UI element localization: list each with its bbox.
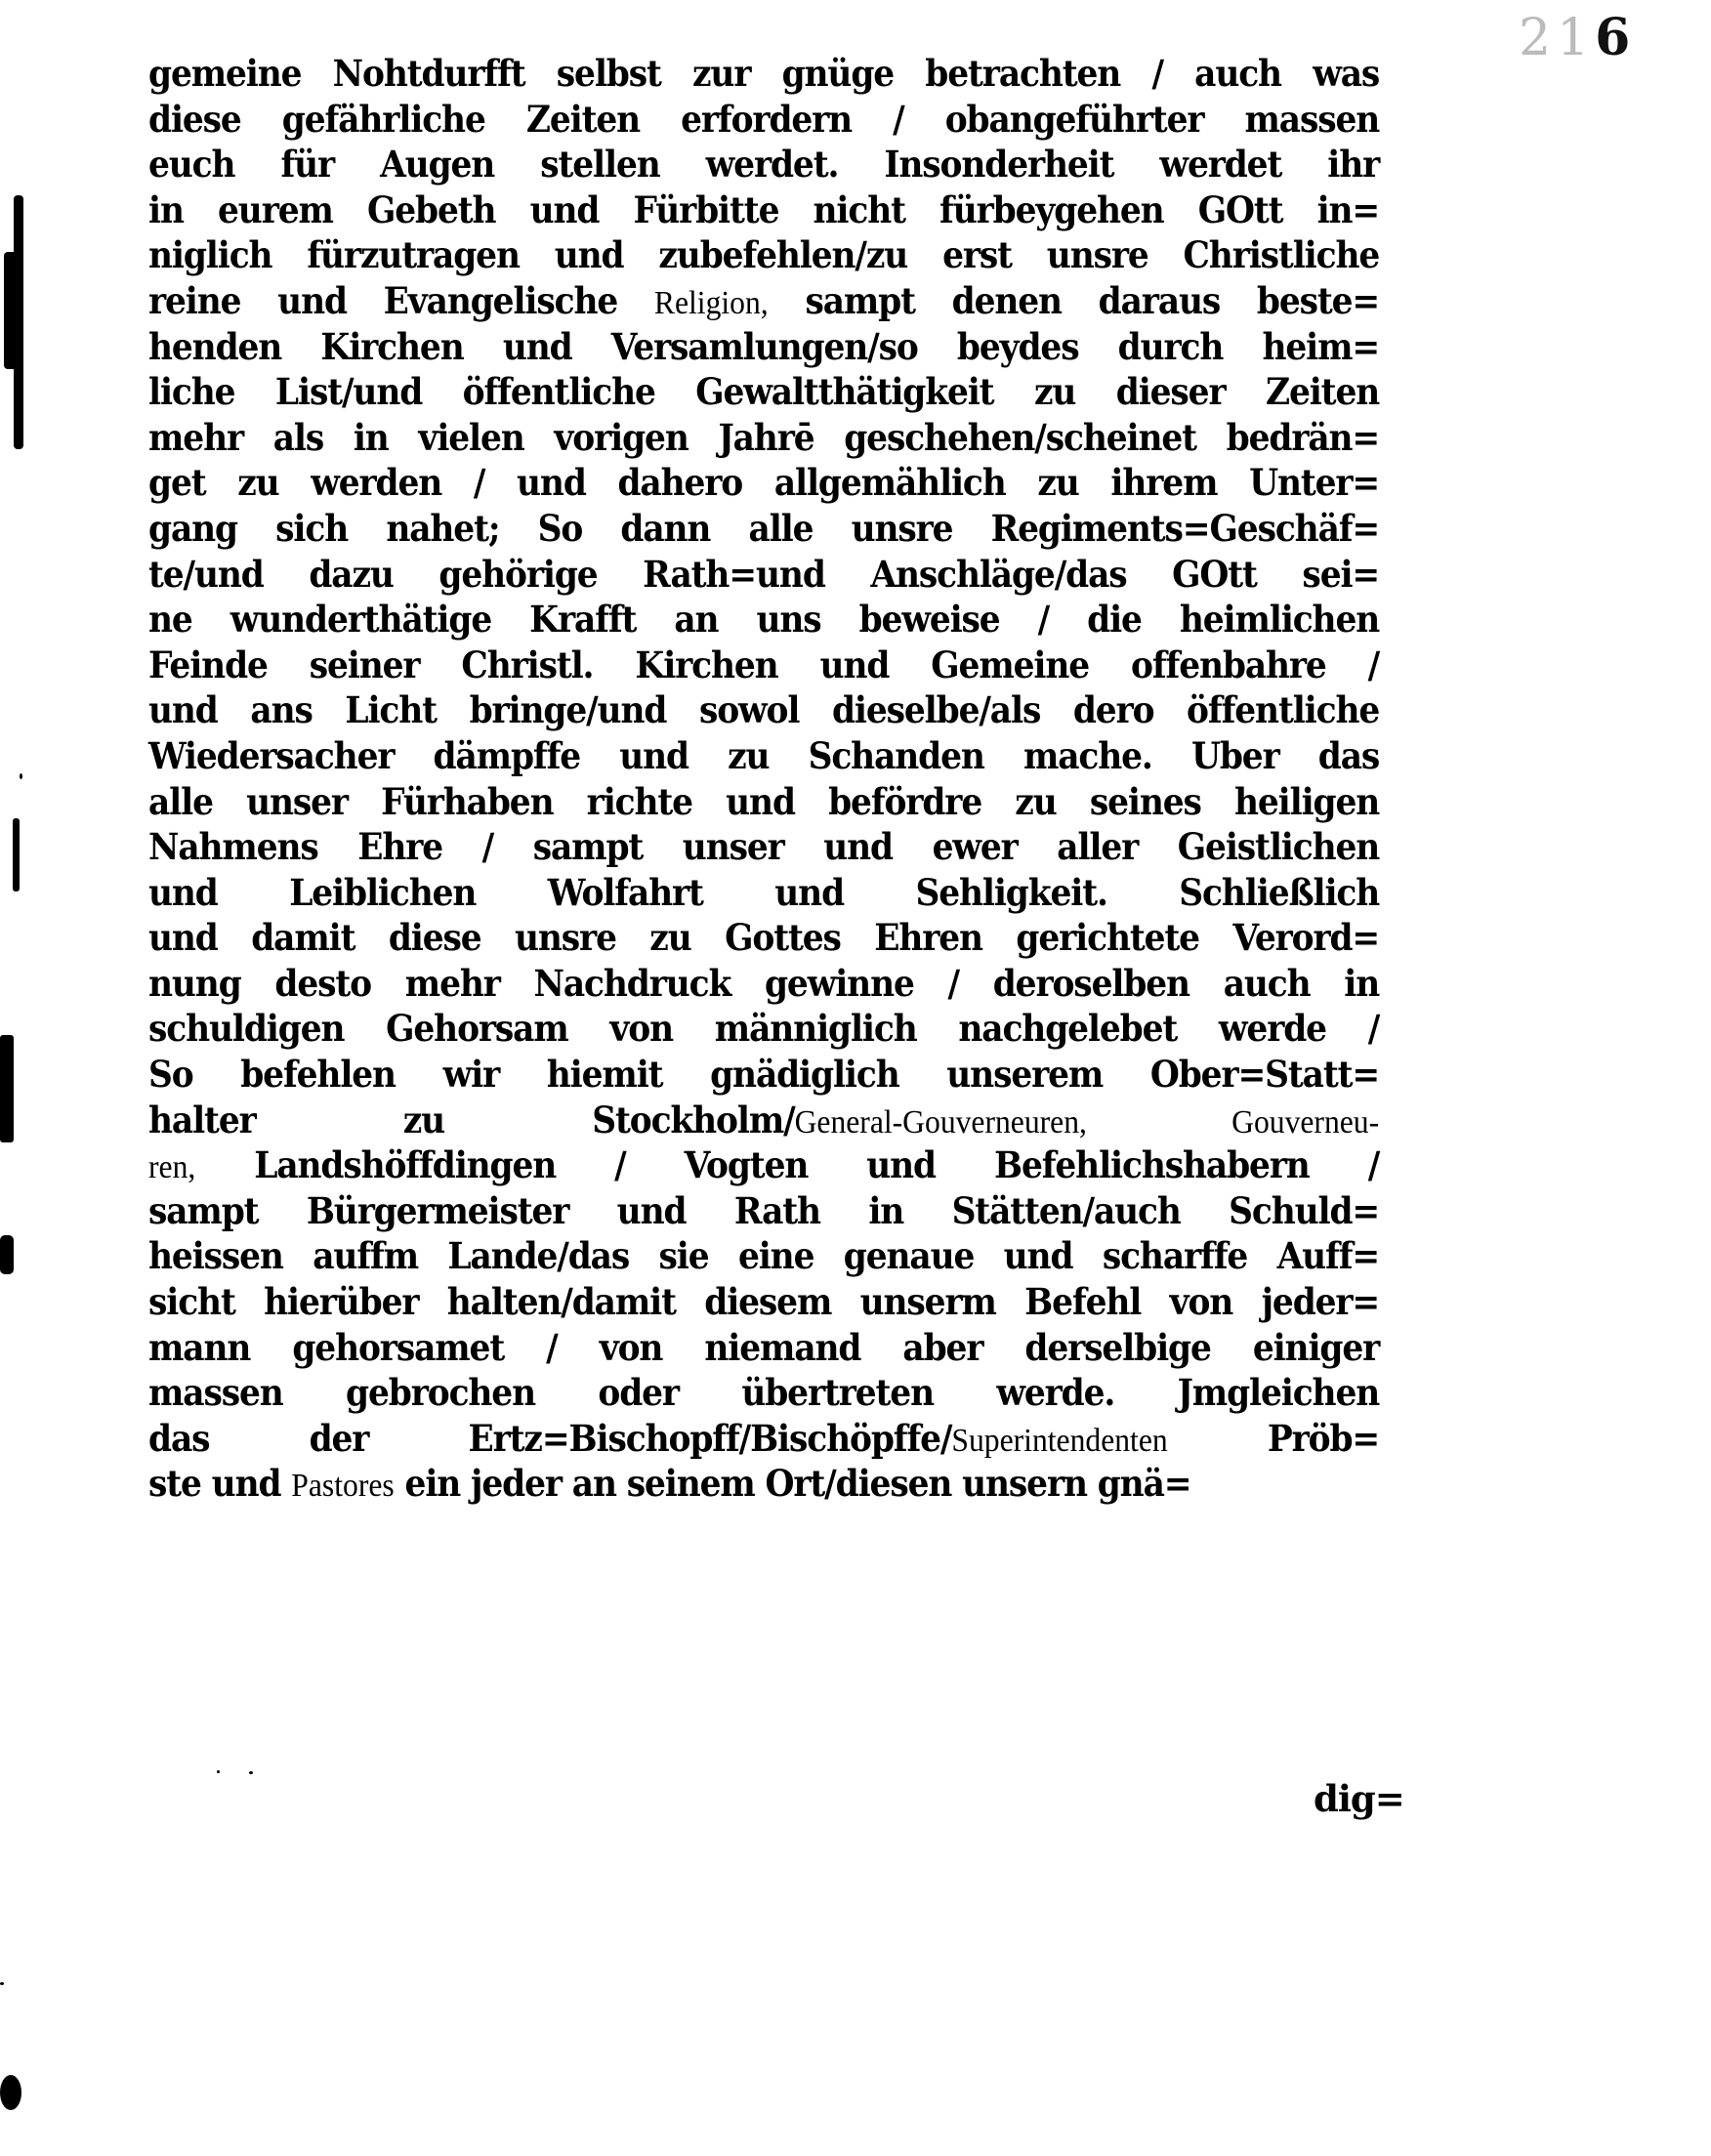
fraktur-text-segment: und damit diese unsre zu Gottes Ehren gerichtete Verord= <box>148 916 1380 960</box>
text-line <box>148 824 1379 870</box>
margin-speck <box>20 773 22 779</box>
text-speck <box>249 1771 253 1774</box>
text-line <box>148 643 1379 688</box>
fraktur-text-segment: gemeine Nohtdurfft selbst zur gnüge betrachten / auch was <box>148 52 1380 95</box>
text-line <box>148 460 1379 506</box>
text-line <box>148 1098 1379 1143</box>
fraktur-text-segment: Feinde seiner Christl. Kirchen und Gemeine offenbahre / <box>148 643 1380 686</box>
fraktur-text-segment: Nahmens Ehre / sampt unser und ewer aller Geistlichen <box>148 825 1380 869</box>
antiqua-text-segment: Superintendenten <box>951 1422 1168 1459</box>
fraktur-text-segment: das der Ertz=Bischopff/Bischöpffe/ <box>148 1416 952 1460</box>
text-line <box>148 1233 1379 1279</box>
text-speck <box>217 1770 220 1773</box>
page-number-faint-digits: 21 <box>1519 9 1596 67</box>
antiqua-text-segment: Religion, <box>653 284 769 321</box>
text-line <box>148 1188 1379 1234</box>
fraktur-text-segment: ein jeder an seinem Ort/diesen unsern gnä= <box>394 1462 1191 1506</box>
fraktur-text-segment: und ans Licht bringe/und sowol dieselbe/als dero öffentliche <box>148 688 1380 732</box>
margin-scan-artifact <box>0 1235 14 1274</box>
text-line <box>148 1052 1379 1098</box>
fraktur-text-segment: reine und Evangelische <box>148 278 654 322</box>
antiqua-text-segment: Pastores <box>291 1468 395 1505</box>
text-line <box>148 415 1379 461</box>
antiqua-text-segment: General-Gouverneuren, Gouverneu- <box>794 1103 1380 1140</box>
margin-scan-artifact <box>13 818 20 891</box>
fraktur-text-segment: ne wunderthätige Krafft an uns beweise / die heimlichen <box>148 598 1380 642</box>
text-line <box>148 915 1379 961</box>
fraktur-text-segment: diese gefährliche Zeiten erfordern / obangeführter massen <box>148 97 1380 141</box>
text-line <box>148 142 1379 187</box>
fraktur-text-segment: heissen auffm Lande/das sie eine genaue und scharffe Auff= <box>148 1234 1380 1278</box>
fraktur-text-segment: Wiedersacher dämpffe und zu Schanden mache. Uber das <box>148 733 1380 777</box>
margin-scan-artifact <box>0 1035 14 1142</box>
fraktur-text-segment: ste und <box>148 1462 292 1506</box>
fraktur-text-segment: sampt denen daraus beste= <box>768 278 1380 322</box>
page-number-digit: 6 <box>1595 8 1637 67</box>
fraktur-text-segment: nung desto mehr Nachdruck gewinne / deroselben auch in <box>148 961 1380 1005</box>
fraktur-text-segment: und Leiblichen Wolfahrt und Sehligkeit. Schließlich <box>148 870 1380 914</box>
body-text <box>148 51 1379 1507</box>
fraktur-text-segment: te/und dazu gehörige Rath=und Anschläge/das GOtt sei= <box>148 552 1380 596</box>
fraktur-text-segment: So befehlen wir hiemit gnädiglich unserem Ober=Statt= <box>148 1053 1380 1097</box>
text-line <box>148 1279 1379 1325</box>
fraktur-text-segment: in eurem Gebeth und Fürbitte nicht fürbeygehen GOtt in= <box>148 187 1380 231</box>
text-line <box>148 1142 1379 1188</box>
fraktur-text-segment: Pröb= <box>1167 1416 1380 1460</box>
fraktur-text-segment: massen gebrochen oder übertreten werde. Jmgleichen <box>148 1371 1380 1415</box>
page-number <box>1519 8 1636 67</box>
fraktur-text-segment: sicht hierüber halten/damit diesem unserm Befehl von jeder= <box>148 1280 1380 1324</box>
fraktur-text-segment: Landshöffdingen / Vogten und Befehlichshabern / <box>195 1143 1380 1187</box>
text-line <box>148 187 1379 233</box>
text-line <box>148 733 1379 779</box>
text-line <box>148 506 1379 552</box>
text-line <box>148 597 1379 643</box>
text-line <box>148 97 1379 143</box>
fraktur-text-segment: alle unser Fürhaben richte und befördre zu seines heiligen <box>148 779 1380 823</box>
text-line <box>148 324 1379 370</box>
fraktur-text-segment: euch für Augen stellen werdet. Insonderheit werdet ihr <box>148 143 1380 187</box>
text-line <box>148 1325 1379 1371</box>
text-line <box>148 779 1379 825</box>
text-line <box>148 232 1379 278</box>
text-line <box>148 961 1379 1007</box>
antiqua-text-segment: ren, <box>148 1149 196 1186</box>
text-line <box>148 1370 1379 1416</box>
text-line <box>148 278 1379 324</box>
fraktur-text-segment: niglich fürzutragen und zubefehlen/zu erst unsre Christliche <box>148 233 1380 277</box>
fraktur-text-segment: sampt Bürgermeister und Rath in Stätten/auch Schuld= <box>148 1188 1380 1232</box>
fraktur-text-segment: henden Kirchen und Versamlungen/so beydes durch heim= <box>148 324 1380 368</box>
fraktur-text-segment: mann gehorsamet / von niemand aber derselbige einiger <box>148 1325 1380 1369</box>
fraktur-text-segment: liche List/und öffentliche Gewaltthätigkeit zu dieser Zeiten <box>148 370 1380 414</box>
text-line <box>148 1006 1379 1052</box>
text-line <box>148 1416 1379 1462</box>
text-line <box>148 369 1379 415</box>
text-line <box>148 552 1379 598</box>
text-line <box>148 870 1379 916</box>
margin-speck <box>0 1982 4 1985</box>
fraktur-text-segment: mehr als in vielen vorigen Jahrē geschehen/scheinet bedrän= <box>148 415 1380 459</box>
fraktur-text-segment: gang sich nahet; So dann alle unsre Regiments=Geschäf= <box>148 506 1380 550</box>
fraktur-text-segment: schuldigen Gehorsam von männiglich nachgelebet werde / <box>148 1007 1380 1051</box>
fraktur-text-segment: halter zu Stockholm/ <box>148 1098 795 1141</box>
catchword: dig= <box>1314 1777 1404 1820</box>
margin-scan-artifact <box>0 2075 21 2110</box>
fraktur-text-segment: get zu werden / und dahero allgemählich zu ihrem Unter= <box>148 461 1380 505</box>
text-line <box>148 1461 1379 1507</box>
text-line <box>148 51 1379 97</box>
margin-scan-artifact <box>4 252 18 369</box>
text-line <box>148 687 1379 733</box>
